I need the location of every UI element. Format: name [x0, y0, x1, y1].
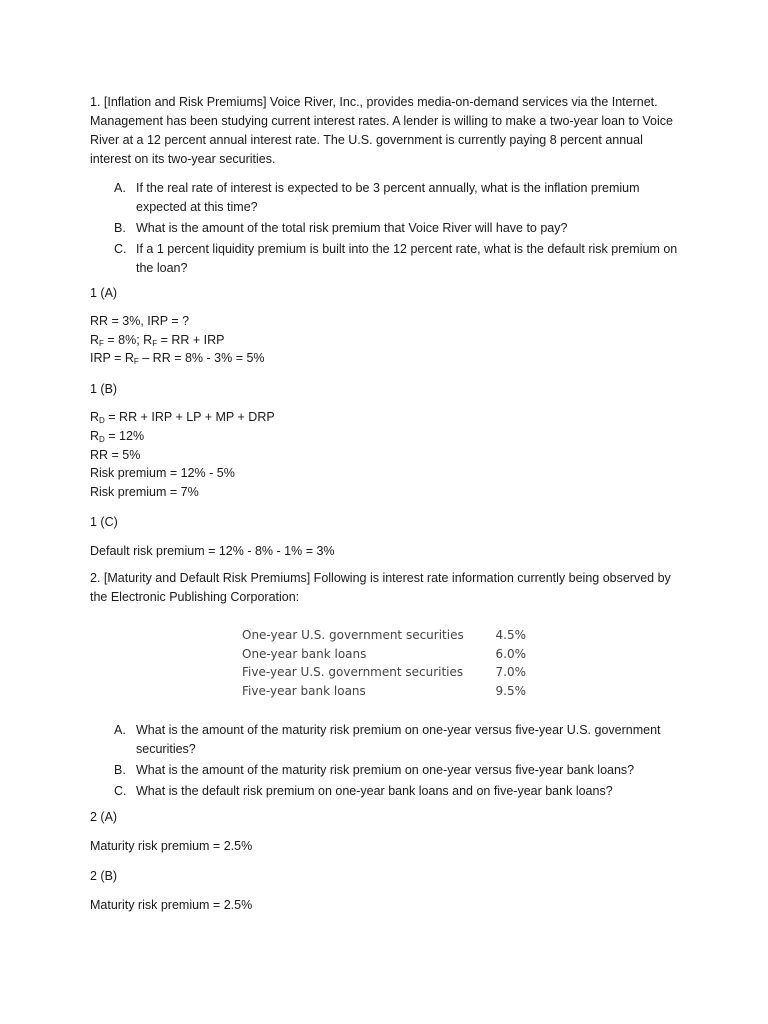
list-marker: A.: [114, 181, 126, 195]
table-row: [242, 663, 542, 682]
answer-line: $R_D$ = RR + IRP + LP + MP + DRP: [90, 410, 275, 425]
table-row: [242, 645, 542, 664]
list-marker: A.: [114, 723, 126, 737]
question-2-intro: 2. [Maturity and Default Risk Premiums] Following is interest rate information currently being observed by the Electronic Publishing Corporation:: [90, 571, 671, 604]
list-item: [114, 721, 680, 759]
list-item-text: If the real rate of interest is expected to be 3 percent annually, what is the inflation premium expected at this time?: [136, 181, 640, 214]
answer-line: RR = 3%, IRP = ?: [90, 314, 190, 328]
list-item: [114, 761, 680, 780]
rate-label: One-year U.S. government securities: [242, 628, 464, 642]
answer-2b-heading: 2 (B): [90, 869, 118, 883]
list-item-text: What is the amount of the maturity risk premium on one-year versus five-year bank loans?: [136, 763, 635, 777]
answer-2a-heading: 2 (A): [90, 810, 118, 824]
list-item-text: What is the default risk premium on one-year bank loans and on five-year bank loans?: [136, 784, 613, 798]
list-item: [114, 179, 680, 217]
table-row: [242, 626, 542, 645]
answer-line: Risk premium = 7%: [90, 485, 199, 499]
answer-line: Maturity risk premium = 2.5%: [90, 839, 253, 853]
list-item-text: What is the amount of the maturity risk premium on one-year versus five-year U.S. government securities?: [136, 723, 661, 756]
list-item: [114, 219, 680, 238]
rate-label: Five-year bank loans: [242, 683, 366, 698]
interest-rate-table: [242, 626, 542, 700]
answer-line: Default risk premium = 12% - 8% - 1% = 3%: [90, 544, 335, 558]
answer-line: Maturity risk premium = 2.5%: [90, 898, 253, 912]
answer-line: RR = 5%: [90, 448, 141, 462]
question-2: [90, 569, 680, 607]
table-row: [242, 682, 542, 701]
answer-1c-heading: 1 (C): [90, 515, 118, 529]
rate-value: 6.0%: [495, 646, 526, 661]
list-item: [114, 240, 680, 278]
answer-1b-heading: 1 (B): [90, 382, 118, 396]
list-marker: B.: [114, 763, 126, 777]
question-1-parts: [114, 179, 680, 280]
list-marker: B.: [114, 221, 126, 235]
list-item: [114, 782, 680, 801]
answer-line: Risk premium = 12% - 5%: [90, 466, 235, 480]
answer-line: $R_D = 12\%$: [90, 429, 145, 444]
question-1: [90, 93, 680, 169]
rate-value: 4.5%: [495, 628, 526, 642]
list-item-text: If a 1 percent liquidity premium is built into the 12 percent rate, what is the default risk premium on the loan?: [136, 242, 678, 275]
list-marker: C.: [114, 784, 127, 798]
question-1-intro: 1. [Inflation and Risk Premiums] Voice River, Inc., provides media-on-demand services via the Internet. Management has been studying current interest rates. A lender is willing to make a two-year loan to Voice River at a 12 percent annual interest rate. The U.S. government is currently paying 8 percent annual interest on its two-year securities.: [90, 95, 673, 166]
rate-value: 7.0%: [495, 665, 526, 679]
list-item-text: What is the amount of the total risk premium that Voice River will have to pay?: [136, 221, 568, 235]
answer-line: $R_F = 8\%$; $R_F$ = RR + IRP: [90, 333, 225, 348]
question-2-parts: [114, 721, 680, 803]
rate-label: Five-year U.S. government securities: [242, 665, 464, 679]
list-marker: C.: [114, 242, 127, 256]
answer-line: IRP = $R_F$ – RR = 8% - 3% = 5%: [90, 351, 265, 366]
rate-value: 9.5%: [495, 683, 526, 698]
answer-1a-heading: 1 (A): [90, 286, 118, 300]
rate-label: One-year bank loans: [242, 646, 367, 661]
